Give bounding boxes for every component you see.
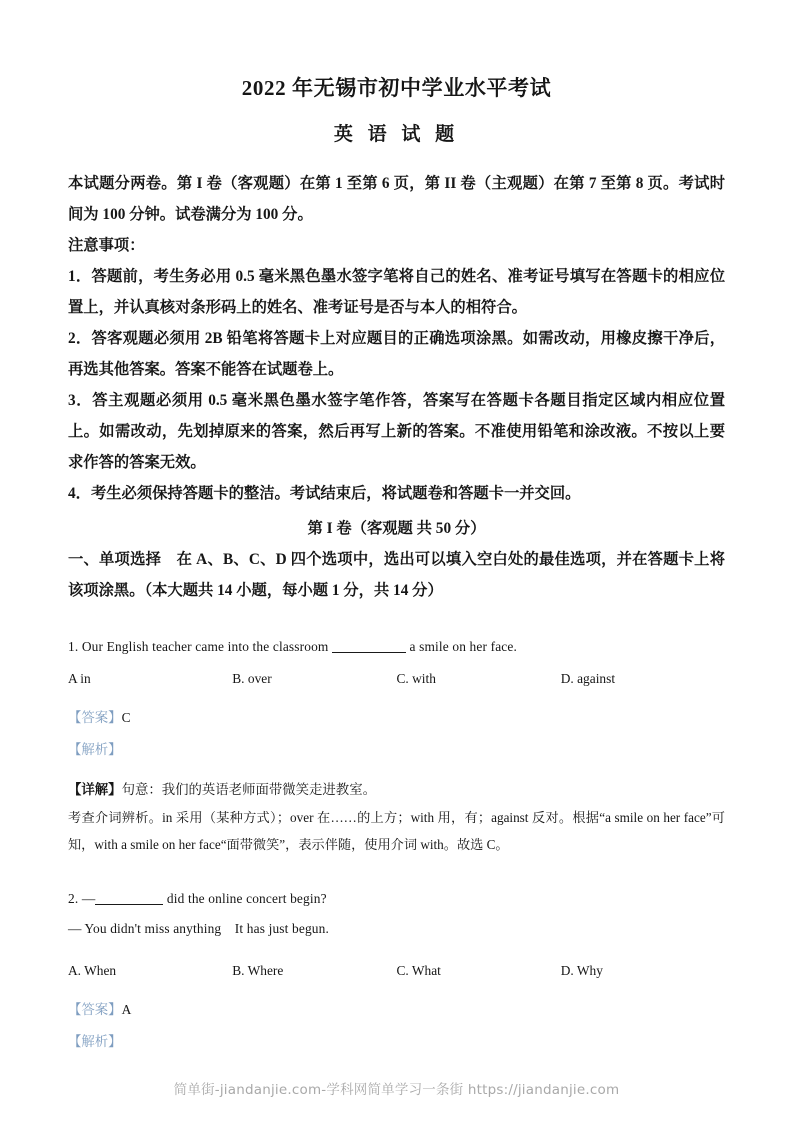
question-1-answer-value: C [121, 709, 131, 725]
option-c[interactable]: C. with [396, 670, 436, 686]
answer-blank [332, 652, 406, 653]
question-2-answer-value: A [121, 1001, 132, 1017]
note-item-2: 2．答客观题必须用 2B 铅笔将答题卡上对应题目的正确选项涂黑。如需改动，用橡皮擦干净后，再选其他答案。答案不能答在试题卷上。 [68, 329, 725, 378]
question-2-stem-after: did the online concert begin? [166, 890, 327, 906]
question-2-stem [68, 884, 725, 914]
volume-heading: 第 I 卷（客观题 共 50 分） [307, 519, 486, 537]
option-d[interactable]: D. Why [560, 962, 603, 978]
page-subtitle: 英 语 试 题 [333, 124, 460, 146]
answer-tag: 【答案】 [68, 1001, 122, 1017]
question-block-1 [68, 606, 725, 858]
question-1-detail-analysis: 考查介词辨析。in 采用（某种方式）；over 在……的上方；with 用，有；against 反对。根据“a smile on her face”可知，with a smile on her face“面带微笑”，表示伴随，使用介词 with。故选 C。 [68, 809, 725, 852]
answer-tag: 【答案】 [68, 709, 122, 725]
question-2-options [68, 954, 725, 986]
question-2-answer-line [68, 986, 725, 1025]
question-block-2 [68, 858, 725, 1057]
paper-structure-text: 本试题分两卷。第 I 卷（客观题）在第 1 至第 6 页，第 II 卷（主观题）在第 7 至第 8 页。考试时间为 100 分钟。试卷满分为 100 分。 [68, 174, 725, 223]
question-2-analysis-line [68, 1025, 725, 1057]
option-c[interactable]: C. What [396, 962, 441, 978]
part-heading: 一、单项选择 在 A、B、C、D 四个选项中，选出可以填入空白处的最佳选项，并在答题卡上将该项涂黑。（本大题共 14 小题，每小题 1 分，共 14 分） [68, 550, 725, 599]
question-2-stem-before: 2. — [68, 890, 96, 906]
question-1-stem-after: a smile on her face. [409, 638, 517, 654]
detail-tag: 【详解】 [68, 781, 122, 797]
analysis-tag: 【解析】 [68, 741, 122, 757]
question-1-detail-line [68, 765, 725, 804]
footer-watermark: 简单街-jiandanjie.com-学科网简单学习一条街 https://jiandanjie.com [173, 1082, 620, 1098]
question-1-analysis-line [68, 733, 725, 765]
question-2-reply: — You didn't miss anything It has just begun. [68, 920, 329, 936]
question-1-detail-meaning: 句意：我们的英语老师面带微笑走进教室。 [121, 781, 376, 797]
analysis-tag: 【解析】 [68, 1033, 122, 1049]
answer-blank [95, 904, 163, 905]
option-b[interactable]: B. Where [232, 962, 284, 978]
note-item-4: 4．考生必须保持答题卡的整洁。考试结束后，将试题卷和答题卡一并交回。 [68, 484, 581, 502]
question-1-answer-line [68, 694, 725, 733]
note-item-1: 1．答题前，考生务必用 0.5 毫米黑色墨水签字笔将自己的姓名、准考证号填写在答题卡的相应位置上，并认真核对条形码上的姓名、准考证号是否与本人的相符合。 [68, 267, 725, 316]
question-1-options [68, 662, 725, 694]
page-title: 2022 年无锡市初中学业水平考试 [241, 76, 552, 100]
spacer [68, 944, 725, 954]
question-1-stem-before: 1. Our English teacher came into the classroom [68, 638, 329, 654]
note-item-3: 3．答主观题必须用 0.5 毫米黑色墨水签字笔作答，答案写在答题卡各题目指定区域内相应位置上。如需改动，先划掉原来的答案，然后再写上新的答案。不准使用铅笔和涂改液。不按以上要求作答的答案无效。 [68, 391, 725, 471]
option-a[interactable]: A in [68, 670, 91, 686]
option-a[interactable]: A. When [68, 962, 117, 978]
notes-label: 注意事项： [68, 236, 145, 254]
option-d[interactable]: D. against [560, 670, 616, 686]
question-1-stem [68, 632, 725, 662]
option-b[interactable]: B. over [232, 670, 272, 686]
